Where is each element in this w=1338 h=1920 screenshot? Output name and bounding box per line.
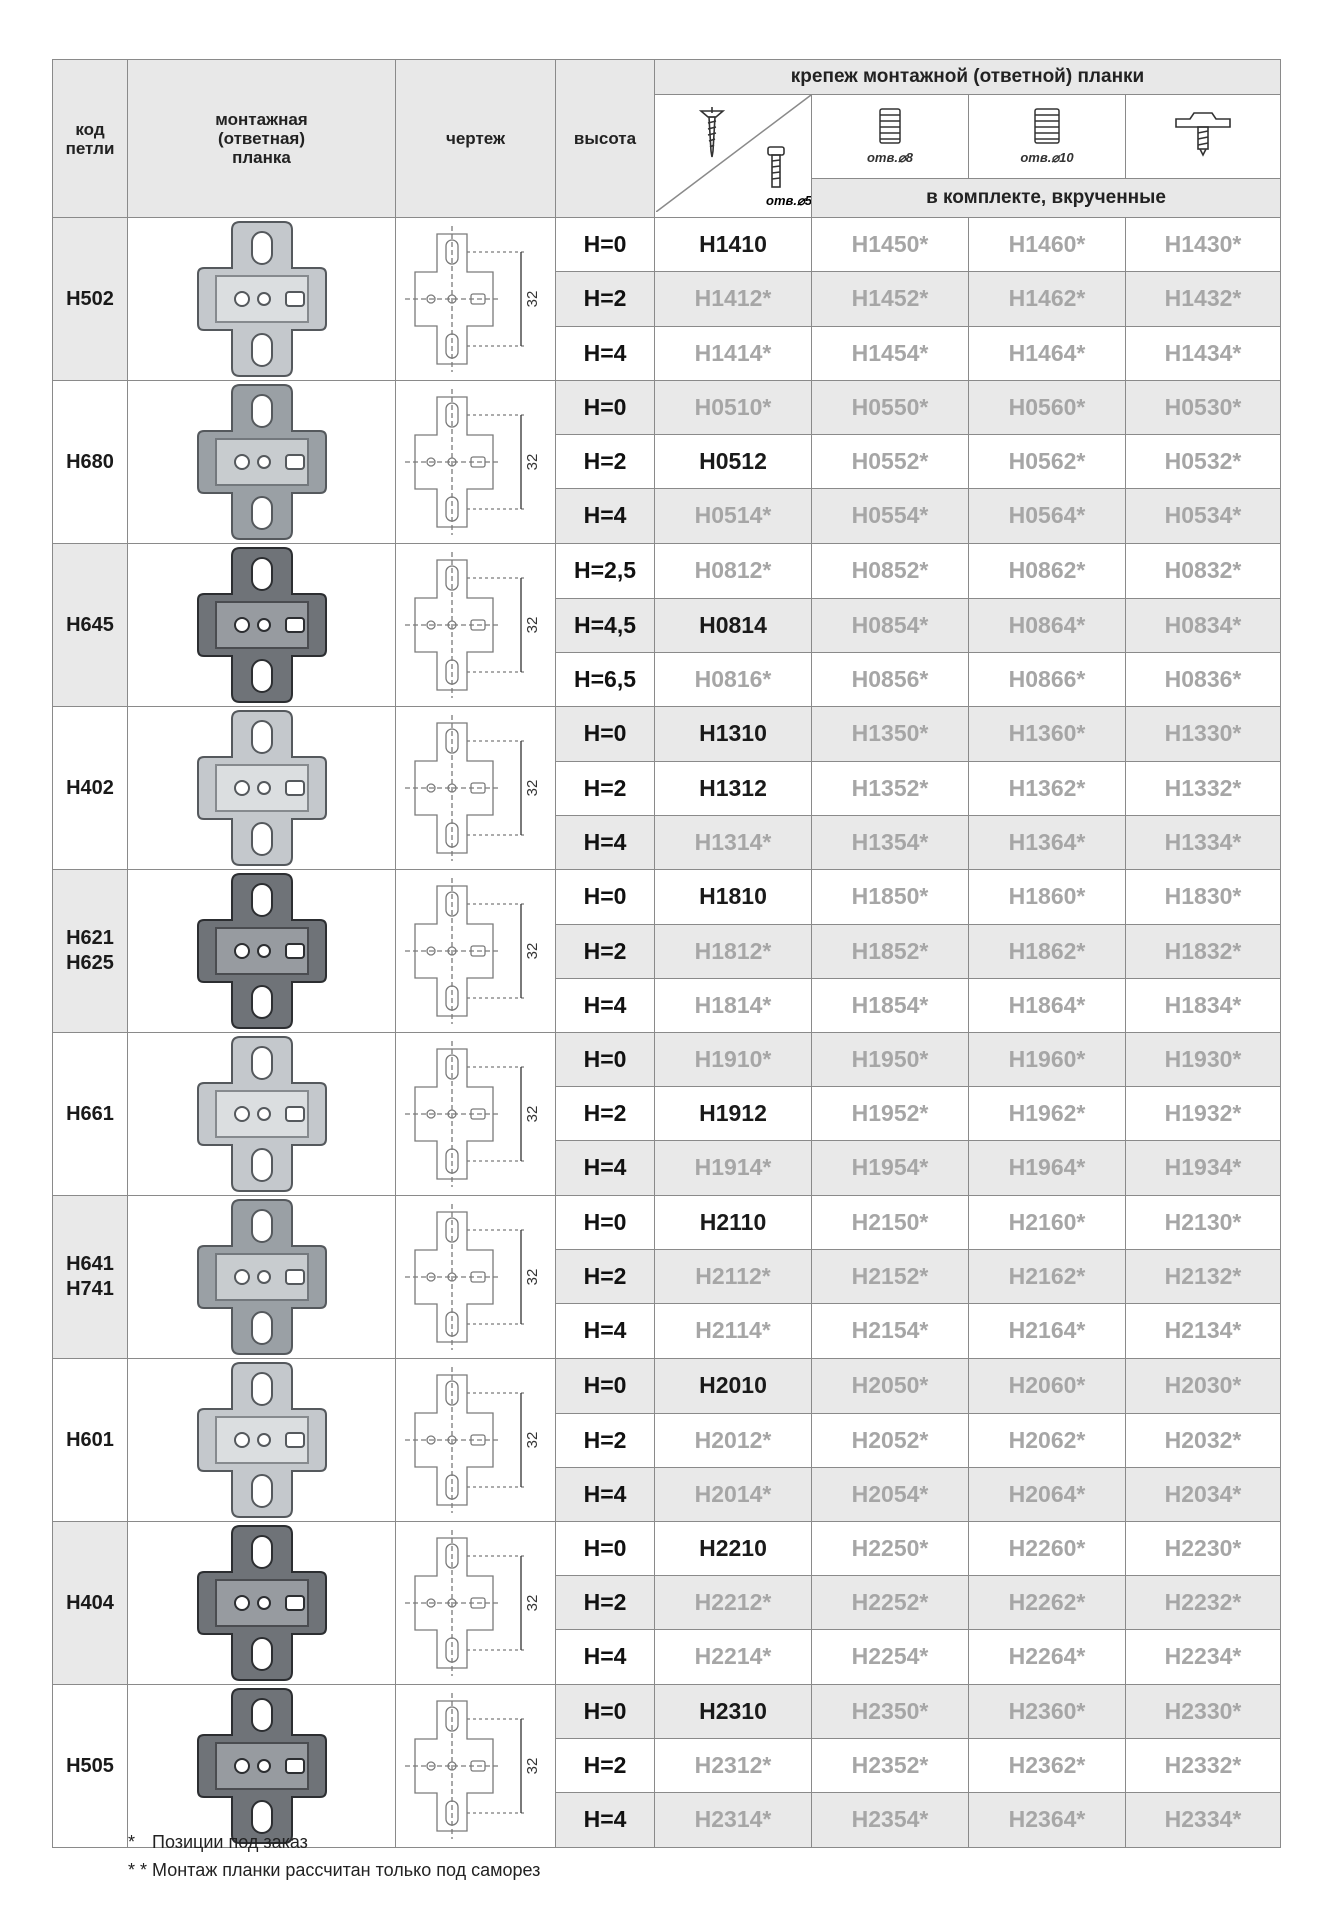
article-code: H2354*: [812, 1792, 969, 1847]
header-code: код петли: [53, 60, 128, 218]
table-row: [53, 1196, 1281, 1250]
plate-drawing-image: [401, 1037, 551, 1191]
header-screw-bolt-cell: [655, 95, 812, 218]
article-code: H1814*: [655, 979, 812, 1033]
height-value: H=0: [556, 1522, 655, 1576]
article-code: H1834*: [1126, 979, 1281, 1033]
hinge-code: H505: [53, 1685, 128, 1848]
plate-drawing: [396, 1196, 556, 1359]
mounting-plate-image: [144, 1033, 380, 1195]
article-code: H2154*: [812, 1303, 969, 1358]
article-code: H1464*: [969, 326, 1126, 380]
mounting-plate-image: [144, 1685, 380, 1847]
article-code: H2062*: [969, 1413, 1126, 1468]
article-code: H1850*: [812, 870, 969, 925]
article-code: H2050*: [812, 1359, 969, 1414]
article-code: H1462*: [969, 272, 1126, 326]
article-code: H1932*: [1126, 1086, 1281, 1140]
height-value: H=2: [556, 1413, 655, 1468]
article-code: H0552*: [812, 434, 969, 488]
article-code: H2134*: [1126, 1303, 1281, 1358]
height-value: H=2: [556, 272, 655, 326]
header-plate: монтажная (ответная) планка: [128, 60, 396, 218]
dowel8-label: отв.⌀8: [866, 150, 914, 166]
article-code: H2234*: [1126, 1629, 1281, 1684]
table-row: [53, 1522, 1281, 1576]
article-code: H1452*: [812, 272, 969, 326]
article-code: H0562*: [969, 434, 1126, 488]
article-code: H1854*: [812, 979, 969, 1033]
svg-text:32: 32: [523, 1594, 541, 1612]
header-euro-screw-cell: [1126, 95, 1281, 179]
height-value: H=4: [556, 326, 655, 380]
plate-drawing: [396, 1522, 556, 1685]
article-code: H2162*: [969, 1249, 1126, 1303]
plate-drawing-image: [401, 385, 551, 539]
mounting-plate-photo: [128, 381, 396, 544]
article-code: H1810: [655, 870, 812, 925]
euro-screw-icon: [1168, 109, 1238, 159]
header-fastener-group: крепеж монтажной (ответной) планки: [655, 60, 1281, 95]
dowel10-label: отв.⌀10: [1020, 150, 1074, 166]
article-code: H2064*: [969, 1468, 1126, 1522]
article-code: H0510*: [655, 381, 812, 435]
height-value: H=4: [556, 1629, 655, 1684]
table-row: [53, 870, 1281, 925]
height-value: H=6,5: [556, 653, 655, 707]
article-code: H2112*: [655, 1249, 812, 1303]
height-value: H=2: [556, 1086, 655, 1140]
mounting-plate-image: [144, 544, 380, 706]
article-code: H2210: [655, 1522, 812, 1576]
article-code: H1460*: [969, 218, 1126, 272]
article-code: H2110: [655, 1196, 812, 1250]
hinge-code: H404: [53, 1522, 128, 1685]
article-code: H2334*: [1126, 1792, 1281, 1847]
article-code: H1954*: [812, 1140, 969, 1195]
article-code: H0814: [655, 598, 812, 653]
plate-drawing-image: [401, 1363, 551, 1517]
svg-text:32: 32: [523, 290, 541, 308]
height-value: H=0: [556, 1196, 655, 1250]
article-code: H1812*: [655, 924, 812, 979]
hinge-code: H621 H625: [53, 870, 128, 1033]
article-code: H1964*: [969, 1140, 1126, 1195]
article-code: H1830*: [1126, 870, 1281, 925]
table-row: [53, 218, 1281, 272]
article-code: H2150*: [812, 1196, 969, 1250]
svg-text:32: 32: [523, 1431, 541, 1449]
height-value: H=0: [556, 381, 655, 435]
table-row: [53, 1359, 1281, 1414]
article-code: H1454*: [812, 326, 969, 380]
plate-drawing-image: [401, 222, 551, 376]
plate-drawing: [396, 544, 556, 707]
article-code: H2352*: [812, 1738, 969, 1792]
article-code: H1360*: [969, 707, 1126, 762]
article-code: H1912: [655, 1086, 812, 1140]
article-code: H0864*: [969, 598, 1126, 653]
article-code: H2230*: [1126, 1522, 1281, 1576]
article-code: H2212*: [655, 1575, 812, 1629]
article-code: H2164*: [969, 1303, 1126, 1358]
article-code: H0812*: [655, 544, 812, 599]
hinge-code: H641 H741: [53, 1196, 128, 1359]
article-code: H2032*: [1126, 1413, 1281, 1468]
article-code: H1450*: [812, 218, 969, 272]
article-code: H2330*: [1126, 1685, 1281, 1739]
article-code: H1410: [655, 218, 812, 272]
height-value: H=2: [556, 761, 655, 816]
hinge-code: H680: [53, 381, 128, 544]
article-code: H1412*: [655, 272, 812, 326]
height-value: H=0: [556, 1685, 655, 1739]
article-code: H2264*: [969, 1629, 1126, 1684]
height-value: H=2: [556, 1575, 655, 1629]
article-code: H1354*: [812, 816, 969, 870]
article-code: H0512: [655, 434, 812, 488]
article-code: H2114*: [655, 1303, 812, 1358]
article-code: H2232*: [1126, 1575, 1281, 1629]
article-code: H1864*: [969, 979, 1126, 1033]
article-code: H1860*: [969, 870, 1126, 925]
plate-drawing-image: [401, 1689, 551, 1843]
article-code: H1352*: [812, 761, 969, 816]
article-code: H2252*: [812, 1575, 969, 1629]
article-code: H1832*: [1126, 924, 1281, 979]
height-value: H=0: [556, 870, 655, 925]
table-row: [53, 707, 1281, 762]
header-dowel8-cell: [812, 95, 969, 179]
article-code: H2214*: [655, 1629, 812, 1684]
table-row: [53, 1685, 1281, 1739]
article-code: H1362*: [969, 761, 1126, 816]
article-code: H0564*: [969, 488, 1126, 543]
article-code: H2054*: [812, 1468, 969, 1522]
height-value: H=2: [556, 434, 655, 488]
article-code: H1364*: [969, 816, 1126, 870]
article-code: H1430*: [1126, 218, 1281, 272]
article-code: H1910*: [655, 1033, 812, 1087]
height-value: H=0: [556, 707, 655, 762]
article-code: H2254*: [812, 1629, 969, 1684]
plate-drawing-image: [401, 548, 551, 702]
article-code: H0862*: [969, 544, 1126, 599]
article-code: H0836*: [1126, 653, 1281, 707]
article-code: H0534*: [1126, 488, 1281, 543]
mounting-plate-photo: [128, 1196, 396, 1359]
article-code: H2030*: [1126, 1359, 1281, 1414]
mounting-plate-photo: [128, 1033, 396, 1196]
plate-drawing-image: [401, 874, 551, 1028]
height-value: H=2: [556, 924, 655, 979]
article-code: H1332*: [1126, 761, 1281, 816]
article-code: H2014*: [655, 1468, 812, 1522]
header-dowel10-cell: [969, 95, 1126, 179]
article-code: H1914*: [655, 1140, 812, 1195]
article-code: H2132*: [1126, 1249, 1281, 1303]
footnote-text: Монтаж планки рассчитан только под саморез: [152, 1860, 541, 1880]
plate-drawing: [396, 1359, 556, 1522]
article-code: H1314*: [655, 816, 812, 870]
plate-drawing-image: [401, 1200, 551, 1354]
mounting-plate-image: [144, 381, 380, 543]
svg-text:32: 32: [523, 942, 541, 960]
article-code: H2250*: [812, 1522, 969, 1576]
height-value: H=2: [556, 1738, 655, 1792]
height-value: H=2,5: [556, 544, 655, 599]
mounting-plate-photo: [128, 1685, 396, 1848]
article-code: H0550*: [812, 381, 969, 435]
article-code: H1350*: [812, 707, 969, 762]
header-included-screwed: в комплекте, вкрученные: [812, 179, 1281, 218]
article-code: H2010: [655, 1359, 812, 1414]
plate-drawing: [396, 218, 556, 381]
article-code: H1934*: [1126, 1140, 1281, 1195]
mounting-plate-photo: [128, 1359, 396, 1522]
article-code: H0560*: [969, 381, 1126, 435]
mounting-plate-image: [144, 707, 380, 869]
svg-text:32: 32: [523, 1105, 541, 1123]
article-code: H0854*: [812, 598, 969, 653]
height-value: H=0: [556, 1359, 655, 1414]
svg-text:32: 32: [523, 779, 541, 797]
plate-drawing: [396, 707, 556, 870]
plate-drawing-image: [401, 1526, 551, 1680]
article-code: H2160*: [969, 1196, 1126, 1250]
article-code: H2362*: [969, 1738, 1126, 1792]
mounting-plate-photo: [128, 870, 396, 1033]
height-value: H=4: [556, 1468, 655, 1522]
height-value: H=4: [556, 1792, 655, 1847]
mounting-plate-photo: [128, 707, 396, 870]
article-code: H1862*: [969, 924, 1126, 979]
article-code: H0832*: [1126, 544, 1281, 599]
height-value: H=4: [556, 816, 655, 870]
svg-text:32: 32: [523, 453, 541, 471]
mounting-plate-image: [144, 1196, 380, 1358]
svg-text:32: 32: [523, 616, 541, 634]
article-code: H2332*: [1126, 1738, 1281, 1792]
article-code: H0816*: [655, 653, 812, 707]
article-code: H0532*: [1126, 434, 1281, 488]
article-code: H1310: [655, 707, 812, 762]
article-code: H2052*: [812, 1413, 969, 1468]
mounting-plate-image: [144, 870, 380, 1032]
article-code: H1930*: [1126, 1033, 1281, 1087]
plate-drawing-image: [401, 711, 551, 865]
dowel-icon: [1017, 107, 1077, 145]
article-code: H1960*: [969, 1033, 1126, 1087]
hinge-code: H402: [53, 707, 128, 870]
screw-hole-label: отв.⌀5: [765, 193, 811, 208]
hinge-code: H502: [53, 218, 128, 381]
article-code: H0852*: [812, 544, 969, 599]
plate-drawing: [396, 381, 556, 544]
article-code: H1962*: [969, 1086, 1126, 1140]
article-code: H1950*: [812, 1033, 969, 1087]
article-code: H2262*: [969, 1575, 1126, 1629]
article-code: H2034*: [1126, 1468, 1281, 1522]
height-value: H=4: [556, 488, 655, 543]
article-code: H1434*: [1126, 326, 1281, 380]
article-code: H0530*: [1126, 381, 1281, 435]
mounting-plate-photo: [128, 1522, 396, 1685]
hinge-code: H601: [53, 1359, 128, 1522]
article-code: H2310: [655, 1685, 812, 1739]
height-value: H=4: [556, 1140, 655, 1195]
height-value: H=4: [556, 1303, 655, 1358]
article-code: H2012*: [655, 1413, 812, 1468]
article-code: H0514*: [655, 488, 812, 543]
plate-drawing: [396, 1685, 556, 1848]
article-code: H1312: [655, 761, 812, 816]
article-code: H2060*: [969, 1359, 1126, 1414]
svg-text:32: 32: [523, 1268, 541, 1286]
table-row: [53, 1033, 1281, 1087]
article-code: H1330*: [1126, 707, 1281, 762]
article-code: H0834*: [1126, 598, 1281, 653]
article-code: H0866*: [969, 653, 1126, 707]
header-drawing: чертеж: [396, 60, 556, 218]
article-code: H2314*: [655, 1792, 812, 1847]
article-code: H2364*: [969, 1792, 1126, 1847]
header-height: высота: [556, 60, 655, 218]
footnote-mark: * *: [128, 1860, 148, 1880]
height-value: H=0: [556, 1033, 655, 1087]
plate-drawing: [396, 1033, 556, 1196]
article-code: H2312*: [655, 1738, 812, 1792]
height-value: H=0: [556, 218, 655, 272]
article-code: H0856*: [812, 653, 969, 707]
height-value: H=4,5: [556, 598, 655, 653]
hinge-code: H661: [53, 1033, 128, 1196]
hinge-plate-table: [52, 59, 1281, 1848]
footnote-mark: *: [128, 1832, 136, 1852]
dowel-icon: [860, 107, 920, 145]
article-code: H2260*: [969, 1522, 1126, 1576]
screw-and-bolt-icon: [656, 95, 811, 212]
mounting-plate-photo: [128, 544, 396, 707]
footnote-2: [128, 1860, 540, 1881]
mounting-plate-image: [144, 1359, 380, 1521]
article-code: H0554*: [812, 488, 969, 543]
mounting-plate-image: [144, 1522, 380, 1684]
article-code: H1334*: [1126, 816, 1281, 870]
table-row: [53, 381, 1281, 435]
article-code: H2350*: [812, 1685, 969, 1739]
article-code: H1952*: [812, 1086, 969, 1140]
svg-text:32: 32: [523, 1757, 541, 1775]
height-value: H=2: [556, 1249, 655, 1303]
height-value: H=4: [556, 979, 655, 1033]
article-code: H2130*: [1126, 1196, 1281, 1250]
hinge-code: H645: [53, 544, 128, 707]
table-row: [53, 544, 1281, 599]
mounting-plate-image: [144, 218, 380, 380]
article-code: H2360*: [969, 1685, 1126, 1739]
footnote-1: [128, 1832, 308, 1853]
article-code: H2152*: [812, 1249, 969, 1303]
mounting-plate-photo: [128, 218, 396, 381]
plate-drawing: [396, 870, 556, 1033]
article-code: H1432*: [1126, 272, 1281, 326]
article-code: H1852*: [812, 924, 969, 979]
footnote-text: Позиции под заказ: [152, 1832, 308, 1852]
article-code: H1414*: [655, 326, 812, 380]
